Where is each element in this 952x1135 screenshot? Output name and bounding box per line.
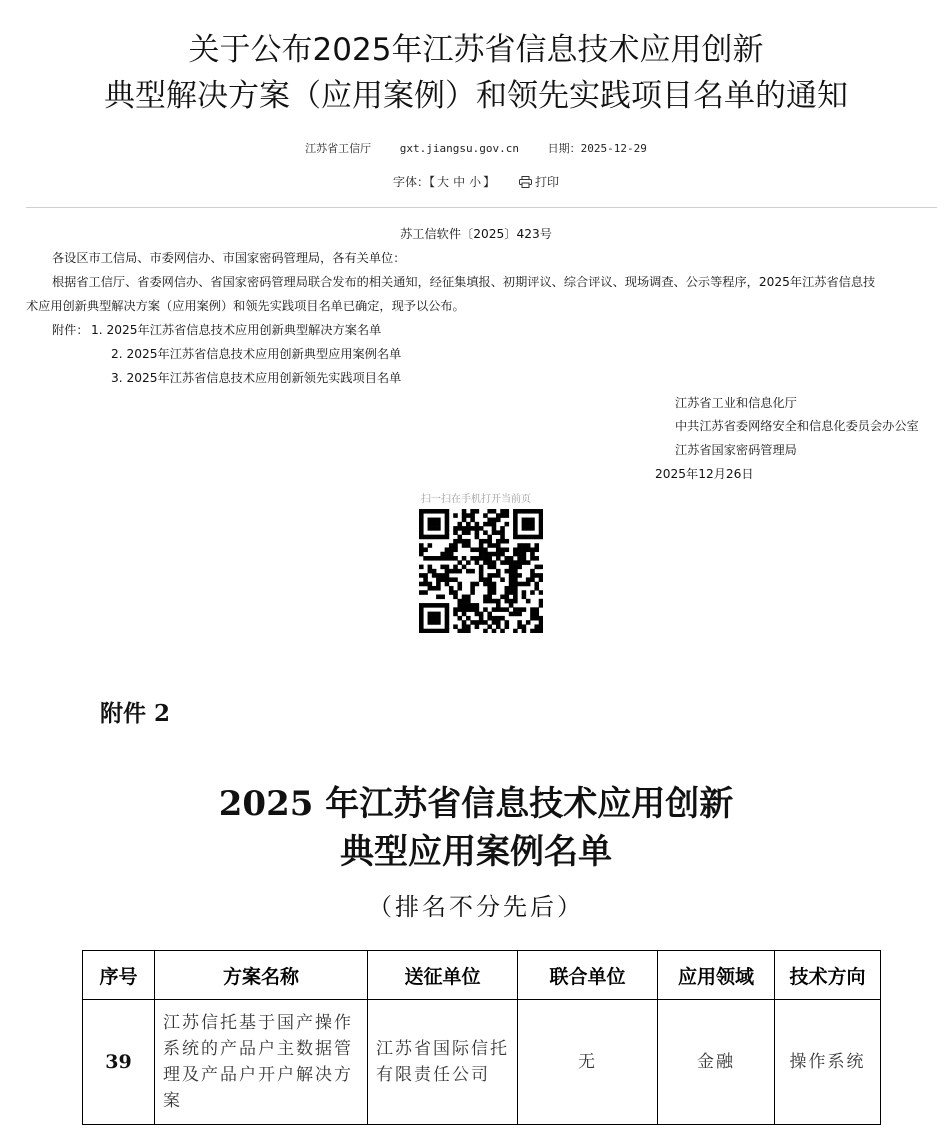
- source-text: 江苏省工信厅: [305, 142, 372, 155]
- qr-code-image: [419, 509, 543, 633]
- body-paragraph-line2: 术应用创新典型解决方案（应用案例）和领先实践项目名单已确定，现予以公布。: [26, 299, 465, 313]
- column-header-no: 序号: [83, 951, 155, 1000]
- attachment-link-2[interactable]: 2. 2025年江苏省信息技术应用创新典型应用案例名单: [111, 347, 402, 361]
- table-row: [83, 1000, 881, 1125]
- font-size-bar: [0, 173, 952, 190]
- attachment-link-1[interactable]: 1. 2025年江苏省信息技术应用创新典型解决方案名单: [91, 323, 382, 337]
- attachment-list-prefix: 附件：: [52, 323, 89, 337]
- cell-field: 金融: [658, 1000, 775, 1125]
- salutation: 各设区市工信局、市委网信办、市国家密码管理局，各有关单位：: [52, 251, 406, 265]
- site-text: gxt.jiangsu.gov.cn: [399, 142, 519, 155]
- cell-no: 39: [83, 1000, 155, 1125]
- date-label: 日期：: [547, 142, 581, 155]
- date-text: [548, 142, 647, 155]
- list-title-line2: 典型应用案例名单: [340, 832, 612, 872]
- font-label: 字体：【: [393, 175, 436, 189]
- column-header-submitter: 送征单位: [368, 951, 518, 1000]
- printer-icon: [519, 176, 532, 188]
- font-close-bracket: 】: [483, 175, 496, 189]
- qr-caption: 扫一扫在手机打开当前页: [421, 494, 531, 505]
- notice-meta: [0, 140, 952, 156]
- notice-title-line1: 关于公布2025年江苏省信息技术应用创新: [188, 32, 764, 68]
- attachment-label: 附件 2: [100, 700, 171, 727]
- case-table: [82, 950, 881, 1125]
- date-value: 2025-12-29: [580, 142, 647, 155]
- font-small-button[interactable]: 小: [469, 175, 482, 189]
- cell-partner: 无: [518, 1000, 658, 1125]
- list-title-line1: 2025 年江苏省信息技术应用创新: [218, 784, 734, 824]
- notice-title-line2: 典型解决方案（应用案例）和领先实践项目名单的通知: [104, 78, 848, 114]
- font-medium-button[interactable]: 中: [453, 175, 466, 189]
- print-button[interactable]: [519, 175, 559, 189]
- signatory-3: 江苏省国家密码管理局: [675, 443, 797, 457]
- table-header-row: [83, 951, 881, 1000]
- signatory-1: 江苏省工业和信息化厅: [675, 396, 797, 410]
- qr-code: [419, 509, 543, 633]
- signatory-2: 中共江苏省委网络安全和信息化委员会办公室: [675, 419, 919, 433]
- print-label: 打印: [534, 175, 559, 189]
- sign-date: 2025年12月26日: [655, 467, 754, 481]
- header-divider: [26, 207, 937, 208]
- doc-number: 苏工信软件〔2025〕423号: [400, 227, 552, 241]
- cell-name: 江苏信托基于国产操作系统的产品户主数据管理及产品户开户解决方案: [155, 1000, 368, 1125]
- column-header-name: 方案名称: [155, 951, 368, 1000]
- attachment-link-3[interactable]: 3. 2025年江苏省信息技术应用创新领先实践项目名单: [111, 371, 402, 385]
- column-header-field: 应用领域: [658, 951, 775, 1000]
- list-subtitle: （排名不分先后）: [368, 893, 584, 921]
- font-large-button[interactable]: 大: [437, 175, 450, 189]
- cell-submitter: 江苏省国际信托有限责任公司: [368, 1000, 518, 1125]
- column-header-partner: 联合单位: [518, 951, 658, 1000]
- cell-direction: 操作系统: [775, 1000, 881, 1125]
- body-paragraph-line1: 根据省工信厅、省委网信办、省国家密码管理局联合发布的相关通知，经征集填报、初期评议、综合评议、现场调查、公示等程序，2025年江苏省信息技: [52, 275, 876, 289]
- column-header-direction: 技术方向: [775, 951, 881, 1000]
